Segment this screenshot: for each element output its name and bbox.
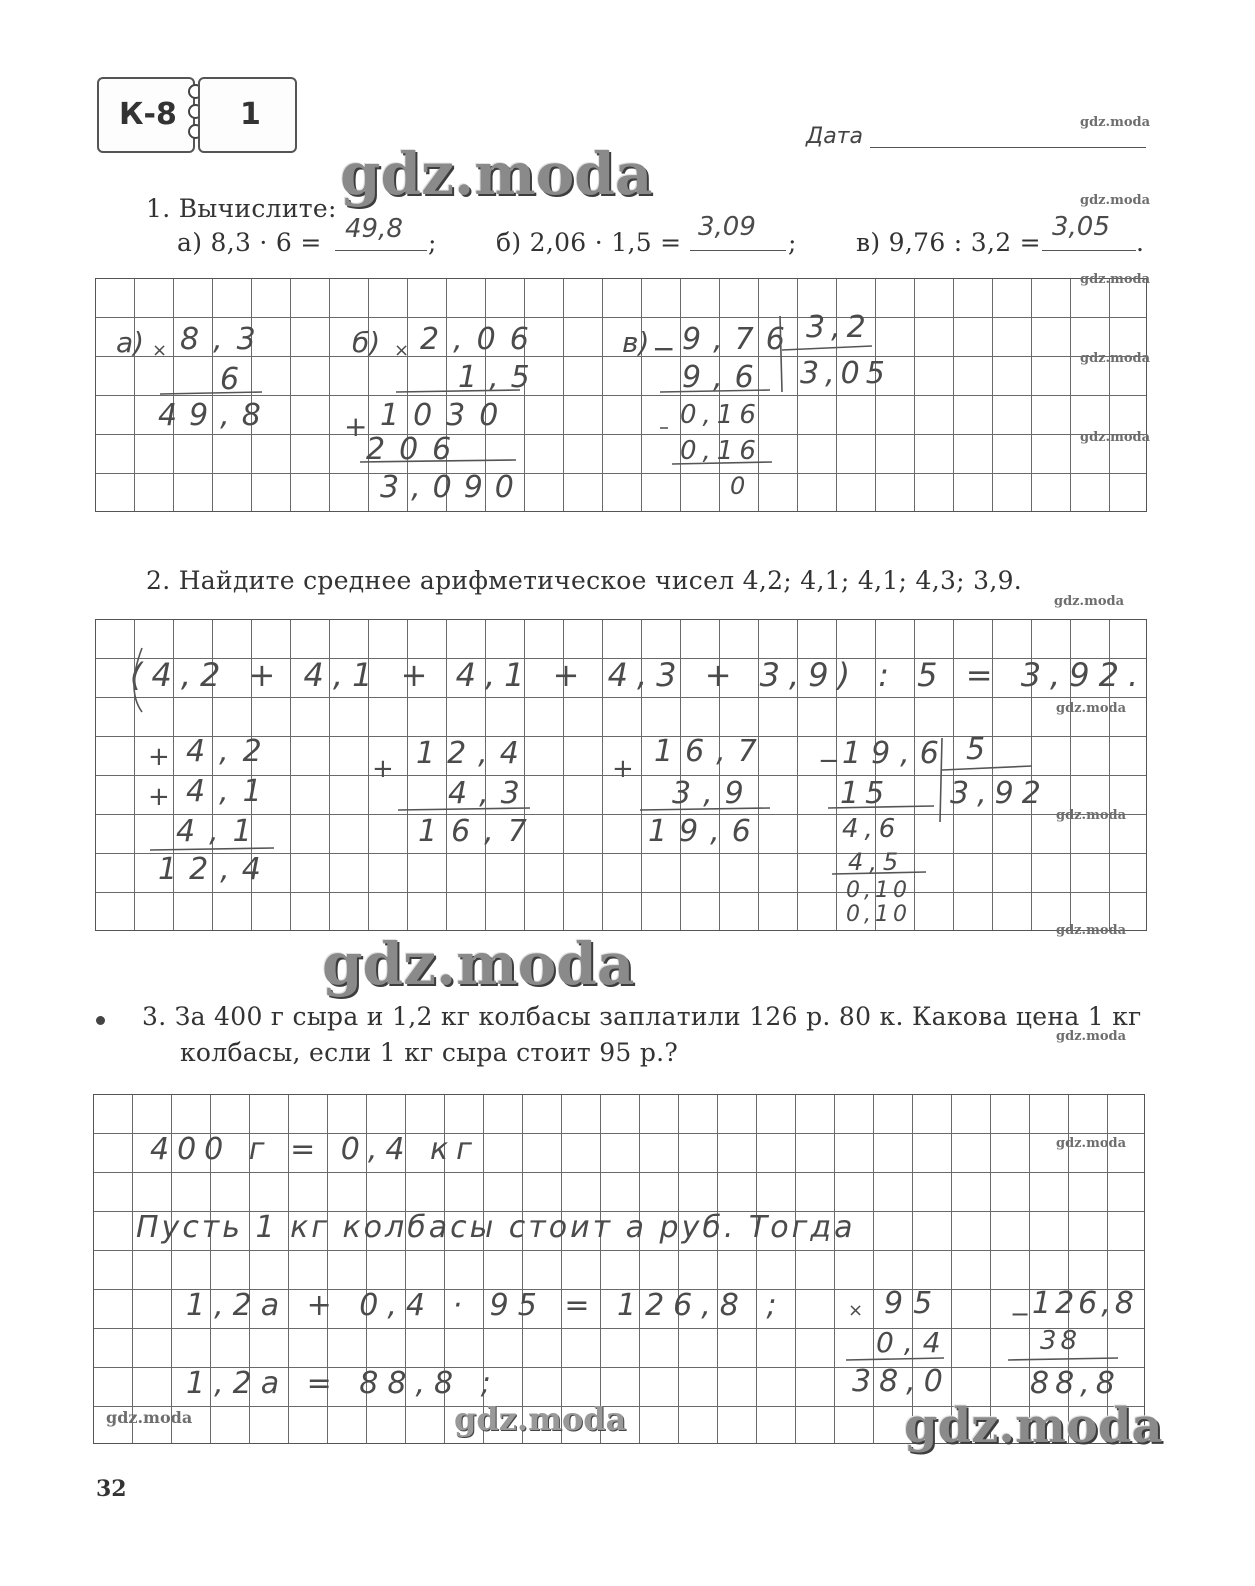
task1-c-end: . bbox=[1136, 228, 1145, 257]
work-c-sub2: 0,16 bbox=[680, 400, 762, 430]
work-a-label: а) bbox=[116, 326, 145, 359]
t2-sum2-b: 4,3 bbox=[448, 776, 532, 811]
t3-work-line3: 1,2а + 0,4 · 95 = 126,8 ; bbox=[186, 1288, 786, 1323]
watermark-small: gdz.moda bbox=[106, 1408, 193, 1427]
t2-sum3-result: 19,6 bbox=[648, 814, 763, 849]
worksheet-code: К-8 bbox=[119, 97, 177, 132]
watermark-small: gdz.moda bbox=[1056, 1136, 1127, 1151]
task1-c-expression: в) 9,76 : 3,2 = bbox=[856, 228, 1041, 257]
work-a-multiply: × bbox=[152, 340, 168, 361]
watermark-small: gdz.moda bbox=[1054, 594, 1125, 609]
t2-sum2-a: 12,4 bbox=[416, 736, 531, 771]
t3-sub-a: 126,8 bbox=[1032, 1286, 1138, 1321]
date-label: Дата bbox=[806, 124, 863, 149]
work-b-partial1: 1030 bbox=[380, 398, 513, 433]
t3-work-line4: 1,2а = 88,8 ; bbox=[186, 1366, 500, 1401]
t2-div-r3: 4,5 bbox=[848, 848, 905, 876]
variant-number: 1 bbox=[240, 97, 261, 132]
work-c-sub3: 0,16 bbox=[680, 436, 762, 466]
work-c-remainder: 0 bbox=[730, 472, 746, 500]
t2-sum2-result: 16,7 bbox=[418, 814, 541, 849]
task1-title: 1. Вычислите: bbox=[146, 194, 337, 223]
t3-work-line2: Пусть 1 кг колбасы стоит а руб. Тогда bbox=[136, 1210, 856, 1245]
task2-main-expression: (4,2 + 4,1 + 4,1 + 4,3 + 3,9) : 5 = 3,92. bbox=[130, 656, 1148, 694]
watermark-small: gdz.moda bbox=[1080, 115, 1151, 130]
work-b-partial2: 206 bbox=[366, 432, 466, 467]
work-a-result: 49,8 bbox=[158, 398, 273, 433]
work-c-minus: − bbox=[652, 332, 676, 365]
t2-div-dividend: 19,6 bbox=[842, 736, 949, 771]
watermark-small: gdz.moda bbox=[1080, 193, 1151, 208]
task3-line2: колбасы, если 1 кг сыра стоит 95 р.? bbox=[180, 1038, 679, 1067]
watermark-small: gdz.moda bbox=[1056, 701, 1127, 716]
work-c-sub1: 9,6 bbox=[682, 360, 766, 395]
watermark-large: gdz.moda bbox=[340, 140, 653, 208]
work-b-plus: + bbox=[344, 410, 368, 443]
task1-b-answer: 3,09 bbox=[698, 212, 756, 242]
t2-sum1-c: 4,1 bbox=[176, 814, 266, 849]
task1-c-answer: 3,05 bbox=[1052, 212, 1110, 242]
watermark-small: gdz.moda bbox=[1056, 808, 1127, 823]
work-c-label: в) bbox=[622, 326, 650, 359]
t2-sum1-b: 4,1 bbox=[186, 774, 276, 809]
t3-mult-result: 38,0 bbox=[852, 1364, 951, 1399]
task1-b-expression: б) 2,06 · 1,5 = bbox=[496, 228, 682, 257]
work-c-divisor: 3,2 bbox=[806, 310, 872, 345]
work-c-quotient: 3,05 bbox=[800, 356, 891, 391]
t2-div-r5: 0,10 bbox=[846, 902, 911, 927]
t2-div-r1: 15 bbox=[840, 776, 891, 811]
watermark-small: gdz.moda bbox=[1080, 351, 1151, 366]
work-b-result: 3,090 bbox=[380, 470, 526, 505]
work-b-multiply: × bbox=[394, 340, 410, 361]
work-b-label: б) bbox=[352, 326, 381, 359]
work-b-row1: 2,06 bbox=[420, 322, 543, 357]
t2-sum3-a: 16,7 bbox=[654, 734, 769, 769]
task1-a-answer: 49,8 bbox=[345, 214, 403, 244]
task1-a-end: ; bbox=[428, 228, 437, 257]
watermark-large: gdz.moda bbox=[904, 1398, 1163, 1454]
t3-mult-b: 0,4 bbox=[876, 1326, 951, 1359]
task2-title: 2. Найдите среднее арифметическое чисел 4,2; 4,1; 4,1; 4,3; 3,9. bbox=[146, 566, 1023, 595]
page-number: 32 bbox=[96, 1476, 127, 1502]
t2-sum3-b: 3,9 bbox=[672, 776, 756, 811]
t3-sub-result: 88,8 bbox=[1030, 1366, 1121, 1401]
watermark-small: gdz.moda bbox=[1080, 430, 1151, 445]
task1-a-expression: а) 8,3 · 6 = bbox=[177, 228, 322, 257]
t2-div-r4: 0,10 bbox=[846, 878, 911, 903]
t2-sum1-result: 12,4 bbox=[158, 852, 273, 887]
task1-b-end: ; bbox=[788, 228, 797, 257]
t3-mult-a: 95 bbox=[884, 1286, 943, 1321]
watermark-small: gdz.moda bbox=[1056, 1029, 1127, 1044]
task3-line1: 3. За 400 г сыра и 1,2 кг колбасы заплатили 126 р. 80 к. Какова цена 1 кг bbox=[142, 1002, 1142, 1031]
t3-work-line1: 400 г = 0,4 кг bbox=[150, 1132, 480, 1167]
t2-sum1-a: 4,2 bbox=[186, 734, 276, 769]
work-c-dividend: 9,76 bbox=[682, 322, 797, 357]
watermark-small: gdz.moda bbox=[1080, 272, 1151, 287]
work-a-row2: 6 bbox=[220, 362, 240, 397]
watermark-small: gdz.moda bbox=[1056, 923, 1127, 938]
watermark-medium: gdz.moda bbox=[454, 1400, 627, 1438]
t3-sub-b: 38 bbox=[1040, 1326, 1082, 1356]
t2-div-divisor: 5 bbox=[966, 732, 986, 767]
t2-div-quotient: 3,92 bbox=[950, 776, 1049, 811]
work-b-row2: 1,5 bbox=[458, 360, 542, 395]
watermark-large: gdz.moda bbox=[322, 930, 635, 998]
work-a-row1: 8,3 bbox=[180, 322, 270, 357]
t2-div-r2: 4,6 bbox=[842, 814, 902, 844]
